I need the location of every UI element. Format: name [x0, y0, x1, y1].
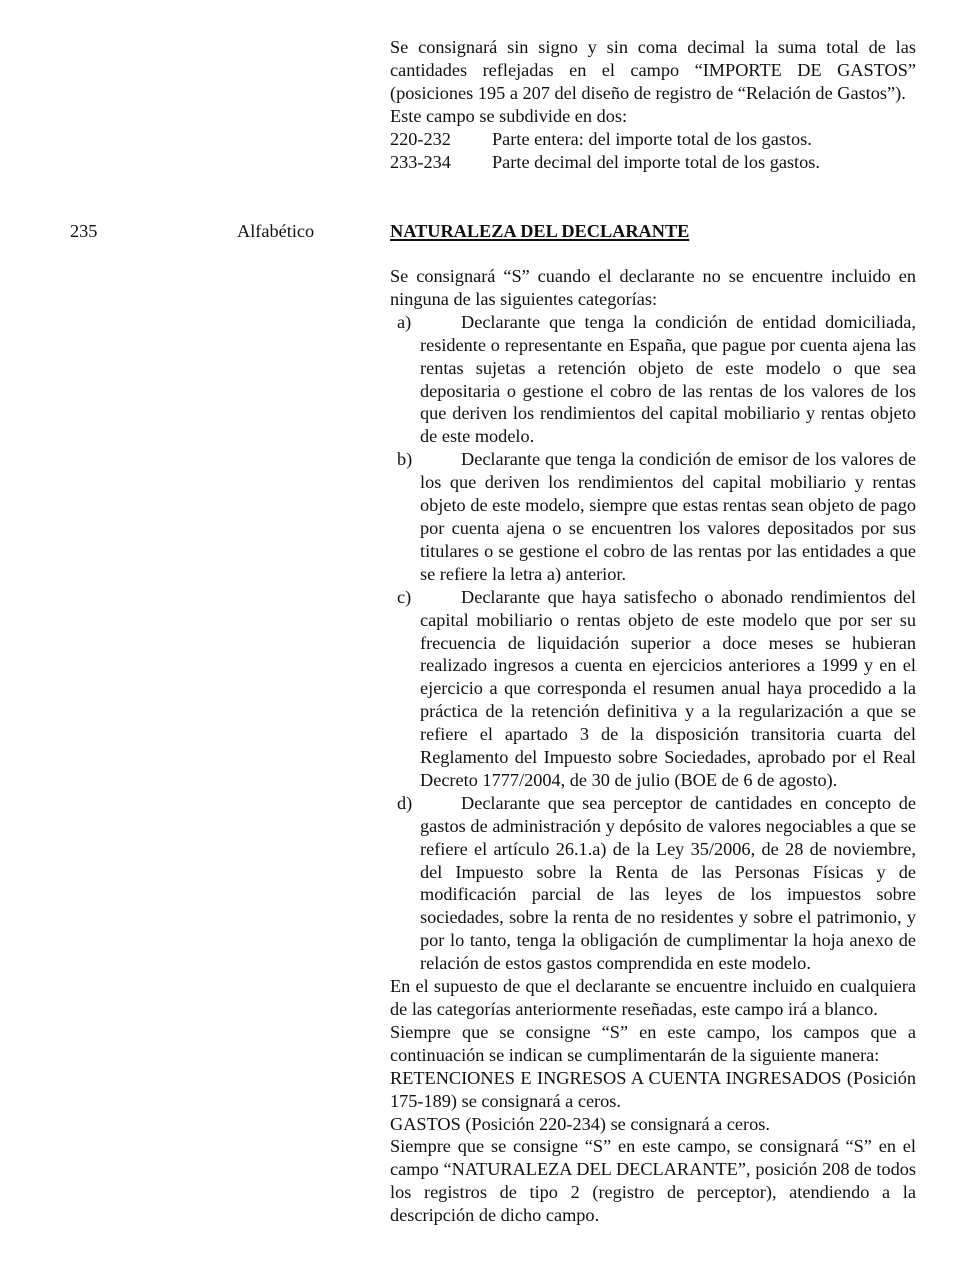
subdivision-range: 233-234: [390, 151, 451, 172]
category-item-a: [390, 311, 916, 448]
blank-rule: En el supuesto de que el declarante se encuentre incluido en cualquiera de las categorías anteriormente reseñadas, este campo irá a blanco.: [390, 976, 916, 1019]
category-marker: d): [397, 792, 413, 813]
subdivision-text: Parte entera: del importe total de los gastos.: [492, 128, 812, 149]
subdivision-text: Parte decimal del importe total de los gastos.: [492, 151, 820, 172]
category-marker: c): [397, 586, 412, 607]
s-rule-retenciones: RETENCIONES E INGRESOS A CUENTA INGRESADOS (Posición 175-189) se consignará a ceros.: [390, 1067, 916, 1111]
category-marker: a): [397, 311, 412, 332]
category-item-d: [390, 792, 916, 975]
previous-field-description-block: [390, 36, 916, 173]
subdivision-range: 220-232: [390, 128, 451, 149]
field-position: 235: [70, 221, 98, 241]
field-title: NATURALEZA DEL DECLARANTE: [390, 221, 690, 241]
category-item-c: [390, 586, 916, 792]
field-type: Alfabético: [237, 221, 315, 241]
category-text: Declarante que haya satisfecho o abonado rendimientos del capital mobiliario o rentas objeto de este modelo que por ser su frecuencia de liquidación superior a doce meses se hubieran realizado ingresos a cuenta en ejercicios anteriores a 1999 y en el ejercicio a que corresponda el resumen anual haya procedido a la práctica de la retención definitiva y a la regularización a que se refiere el apartado 3 de la disposición transitoria cuarta del Reglamento del Impuesto sobre Sociedades, aprobado por el Real Decreto 1777/2004, de 30 de julio (BOE de 6 de agosto).: [420, 586, 916, 790]
field-description-block: [390, 265, 916, 1227]
s-rule-perceptor: Siempre que se consigne “S” en este campo, se consignará “S” en el campo “NATURALEZA DEL DECLARANTE”, posición 208 de todos los registros de tipo 2 (registro de perceptor), atendiendo a la descripción de dicho campo.: [390, 1136, 916, 1226]
s-rule-gastos: GASTOS (Posición 220-234) se consignará a ceros.: [390, 1113, 770, 1134]
subdivision-row: [390, 151, 916, 174]
category-marker: b): [397, 449, 413, 470]
subdivide-intro: Este campo se subdivide en dos:: [390, 105, 628, 126]
field-intro: Se consignará “S” cuando el declarante no se encuentre incluido en ninguna de las siguientes categorías:: [390, 266, 916, 309]
category-text: Declarante que sea perceptor de cantidades en concepto de gastos de administración y depósito de valores negociables a que se refiere el artículo 26.1.a) de la Ley 35/2006, de 28 de noviembre, del Impuesto sobre la Renta de las Personas Físicas y de modificación parcial de las leyes de los impuestos sobre sociedades, sobre la renta de no residentes y sobre el patrimonio, y por lo tanto, tenga la obligación de cumplimentar la hoja anexo de relación de estos gastos comprendida en este modelo.: [420, 792, 916, 974]
category-item-b: [390, 448, 916, 585]
s-rule-intro: Siempre que se consigne “S” en este campo, los campos que a continuación se indican se cumplimentarán de la siguiente manera:: [390, 1021, 916, 1065]
subdivision-row: [390, 128, 916, 151]
previous-field-description: Se consignará sin signo y sin coma decimal la suma total de las cantidades reflejadas en el campo “IMPORTE DE GASTOS” (posiciones 195 a 207 del diseño de registro de “Relación de Gastos”).: [390, 37, 916, 103]
category-text: Declarante que tenga la condición de emisor de los valores de los que deriven los rendimientos del capital mobiliario y rentas objeto de este modelo, siempre que estas rentas sean objeto de pago por cuenta ajena o se encuentren los valores depositados por sus titulares o se gestione el cobro de las rentas por las entidades a que se refiere la letra a) anterior.: [420, 449, 916, 584]
category-text: Declarante que tenga la condición de entidad domiciliada, residente o representante en España, que pague por cuenta ajena las rentas sujetas a retención objeto de este modelo o que sea depositaria o gestione el cobro de las rentas de los valores de los que deriven los rendimientos del capital mobiliario y rentas objeto de este modelo.: [420, 311, 916, 447]
